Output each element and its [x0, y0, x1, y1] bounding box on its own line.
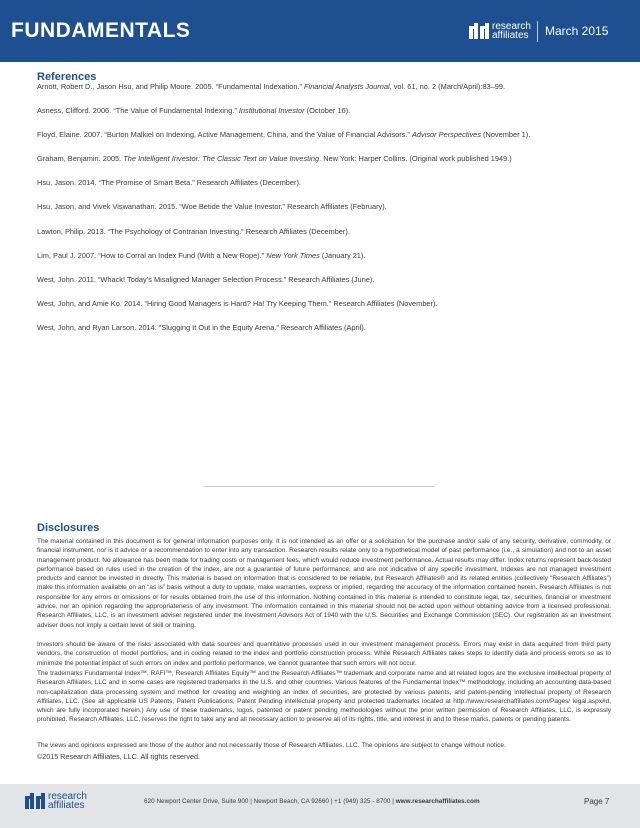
reference-item — [37, 251, 617, 261]
disclosure-paragraph-risks: Investors should be aware of the risks associated with data sources and quantitative processes used in our investment management process. Errors may exist in data acquired from third party vendors, the construction of model portfolios, and in coding related to the index and portfolio construction process. While Research Affiliates takes steps to identify data and process errors so as to minimize the potential impact of such errors on index and portfolio performance, we cannot guarantee that such errors will not occur. — [37, 641, 611, 667]
reference-text: West, John. 2011. “Whack! Today’s Misaligned Manager Selection Process.” Research Affiliates (June). — [37, 274, 375, 284]
disclosure-paragraph-general: The material contained in this document is for general information purposes only. It is not intended as an offer or a solicitation for the purchase and/or sale of any security, derivative, commodity, or financial instrument, nor is it advice or a recommendation to enter into any transaction. Research results relate only to a hypothetical model of past performance (i.e., a simulation) and not to an asset management product. No allowance has been made for trading costs or management fees, which would reduce investment performance. Actual results may differ. Index returns represent back-tested performance based on rules used in the creation of the index, are not a guarantee of future performance, and are not indicative of any specific investment. Indexes are not managed investment products and cannot be invested in directly. This material is based on information that is considered to be reliable, but Research Affiliates® and its related entities (collectively “Research Affiliates”) make this information available on an “as is” basis without a duty to update, make warranties, express or implied, regarding the accuracy of the information contained herein. Research Affiliates is not responsible for any errors or omissions or for results obtained from the use of this information. Nothing contained in this material is intended to constitute legal, tax, securities, financial or investment advice, nor an opinion regarding the appropriateness of any investment. The information contained in this material should not be acted upon without obtaining advice from a licensed professional. Research Affiliates, LLC, is an investment adviser registered under the Investment Advisors Act of 1940 with the U.S. Securities and Exchange Commission (SEC). Our registration as an investment adviser does not imply a certain level of skill or training. — [37, 538, 611, 629]
logo-line-1: research — [492, 21, 531, 32]
header-band — [0, 0, 640, 62]
header-logo[interactable] — [469, 22, 531, 40]
reference-item — [37, 106, 617, 116]
footer-contact — [144, 798, 480, 805]
reference-item — [37, 299, 617, 309]
section-title: FUNDAMENTALS — [11, 19, 191, 42]
header-divider — [537, 21, 538, 42]
reference-text: (January 21). — [319, 250, 366, 260]
logo-wordmark — [48, 792, 87, 810]
reference-text: Floyd, Elaine. 2007. “Burton Malkiel on Indexing, Active Management, China, and the Value of Financial Advisors.” — [37, 130, 412, 140]
section-divider — [204, 486, 435, 487]
reference-text: Asness, Clifford. 2006. “The Value of Fundamental Indexing.” — [37, 106, 239, 116]
footer-logo[interactable] — [25, 792, 87, 810]
logo-line-2: affiliates — [492, 30, 529, 41]
reference-source-title: Institutional Investor — [238, 106, 305, 116]
reference-text: Arnott, Robert D., Jason Hsu, and Philip Moore. 2005. “Fundamental Indexation.” — [37, 82, 305, 91]
disclosures-heading: Disclosures — [37, 522, 100, 534]
reference-item — [37, 178, 617, 188]
reference-item — [37, 82, 617, 92]
disclosure-paragraph-trademarks: The trademarks Fundamental Index™, RAFI™, Research Affiliates Equity™ and the Research Affiliates™ trademark and corporate name and all related logos are the exclusive intellectual property of Research Affiliates, LLC and in some cases are registered trademarks in the U.S. and other countries. Various features of the Fundamental Index™ methodology, including an accounting data-based non-capitalization data processing system and method for creating and weighting an index of securities, are protected by various patents, and patent-pending intellectual property of Research Affiliates, LLC. (See all applicable US Patents, Patent Publications, Patent Pending intellectual property and protected trademarks located at http://www.researchaffiliates.com/Pages/ legal.aspx#d, which are fully incorporated herein.) Any use of these trademarks, logos, patented or patent pending methodologies without the prior written permission of Research Affiliates, LLC, is expressly prohibited. Research Affiliates, LLC, reserves the right to take any and all necessary action to preserve all of its rights, title, and interest in and to these marks, patents or pending patents. — [37, 670, 611, 724]
reference-text: , vol. 61, no. 2 (March/April):83–99. — [389, 82, 506, 91]
reference-text: Hsu, Jason. 2014. “The Promise of Smart Beta.” Research Affiliates (December). — [37, 178, 301, 188]
references-heading: References — [37, 71, 97, 83]
logo-wordmark — [492, 22, 531, 40]
reference-source-title: The Intelligent Investor: The Classic Text on Value Investing — [123, 154, 320, 164]
reference-text: West, John, and Amie Ko. 2014. “Hiring Good Managers is Hard? Ha! Try Keeping Them.” Research Affiliates (November). — [37, 298, 438, 308]
reference-text: (October 16). — [304, 106, 351, 116]
footer-website-link[interactable]: www.researchaffiliates.com — [395, 798, 480, 805]
reference-item — [37, 323, 617, 333]
reference-text: West, John, and Ryan Larson. 2014. “Slugging It Out in the Equity Arena.” Research Affiliates (April). — [37, 322, 366, 332]
research-affiliates-logo-icon — [469, 23, 489, 39]
copyright-notice: ©2015 Research Affiliates, LLC. All rights reserved. — [37, 752, 200, 761]
logo-line-2: affiliates — [48, 800, 85, 811]
reference-source-title: New York Times — [266, 250, 320, 260]
references-list — [37, 82, 617, 347]
research-affiliates-logo-icon — [25, 793, 45, 809]
reference-text: . New York: Harper Collins. (Original work published 1949.) — [319, 154, 512, 164]
disclosure-paragraph-views: The views and opinions expressed are those of the author and not necessarily those of Research Affiliates, LLC. The opinions are subject to change without notice. — [37, 742, 506, 749]
reference-item — [37, 275, 617, 285]
page-number: Page 7 — [584, 797, 610, 806]
reference-source-title: Advisor Perspectives — [411, 130, 481, 140]
reference-item — [37, 202, 617, 212]
reference-text: Lim, Paul J. 2007. “How to Corral an Index Fund (With a New Rope).” — [37, 250, 267, 260]
reference-source-title: Financial Analysts Journal — [304, 82, 390, 91]
logo-line-1: research — [48, 791, 87, 802]
reference-text: Hsu, Jason, and Vivek Viswanathan. 2015. “Woe Betide the Value Investor.” Research Affiliates (February). — [37, 202, 387, 212]
reference-item — [37, 227, 617, 237]
reference-item — [37, 130, 617, 140]
issue-date: March 2015 — [545, 24, 609, 38]
reference-text: (November 1). — [480, 130, 531, 140]
reference-text: Graham, Benjamin. 2005. — [37, 154, 124, 164]
reference-item — [37, 154, 617, 164]
footer-band — [0, 784, 640, 828]
reference-text: Lawton, Philip. 2013. “The Psychology of Contrarian Investing.” Research Affiliates (December). — [37, 226, 350, 236]
footer-address: 620 Newport Center Drive, Suite 900 | Newport Beach, CA 92660 | +1 (949) 325 - 8700 | — [144, 798, 396, 805]
